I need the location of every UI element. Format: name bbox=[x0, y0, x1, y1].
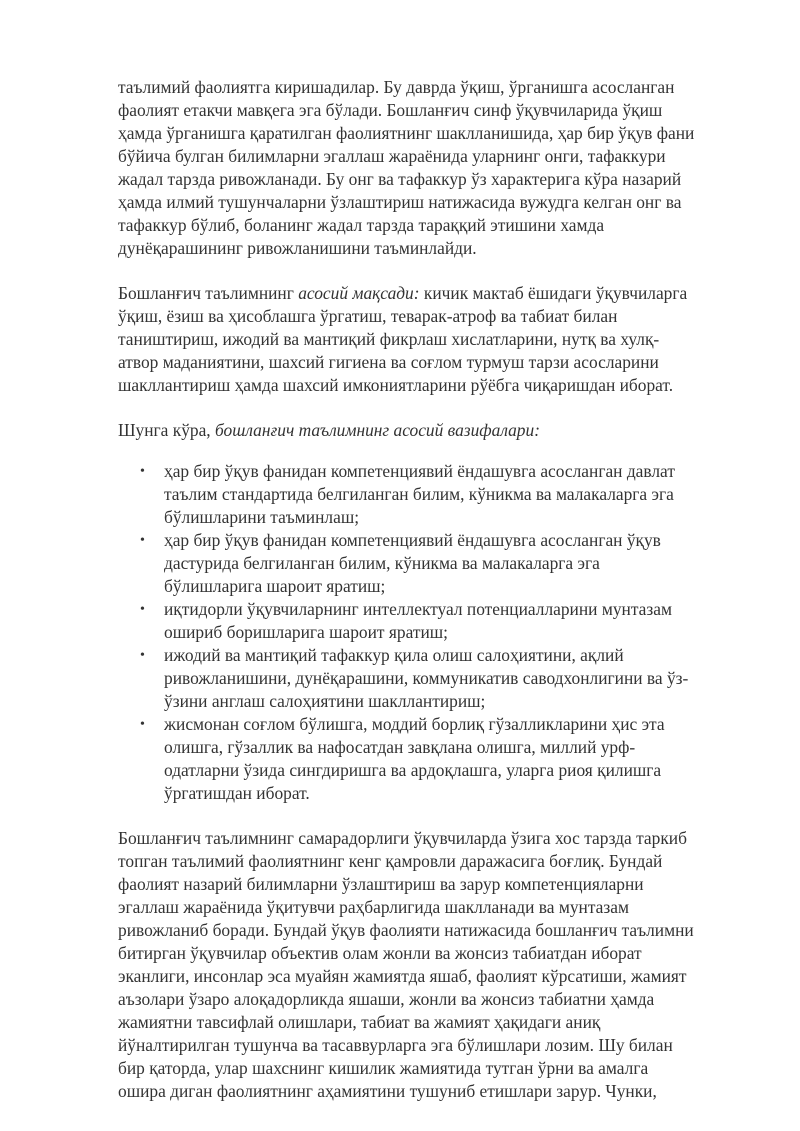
text-line: иқтидорли ўқувчиларнинг интеллектуал потенциалларини мунтазам bbox=[164, 599, 672, 619]
text-line: таништириш, ижодий ва мантиқий фикрлаш хислатларини, нутқ ва хулқ- bbox=[118, 329, 660, 349]
text-segment: Шунга кўра, bbox=[118, 420, 215, 440]
bullet-icon: • bbox=[140, 533, 145, 548]
text-line: бир қаторда, улар шахснинг кишилик жамиятида тутган ўрни ва амалга bbox=[118, 1058, 649, 1078]
text-line: ошириб боришларига шароит яратиш; bbox=[164, 622, 448, 642]
text-line: таълимий фаолиятга киришадилар. Бу даврда ўқиш, ўрганишга асосланган bbox=[118, 77, 675, 97]
text-line: ҳамда ўрганишга қаратилган фаолиятнинг шаклланишида, ҳар бир ўқув фани bbox=[118, 123, 695, 143]
text-line: жисмонан соғлом бўлишга, моддий борлиқ гўзалликларини ҳис эта bbox=[164, 714, 665, 734]
text-line: ижодий ва мантиқий тафаккур қила олиш салоҳиятини, ақлий bbox=[164, 645, 624, 665]
text-line: ривожланиб боради. Бундай ўқув фаолияти натижасида бошланғич таълимни bbox=[118, 920, 694, 940]
text-line: шакллантириш ҳамда шахсий имкониятларини рўёбга чиқаришдан иборат. bbox=[118, 375, 674, 395]
text-line: ҳар бир ўқув фанидан компетенциявий ёндашувга асосланган ўқув bbox=[164, 530, 661, 550]
text-line: дастурида белгиланган билим, кўникма ва малакаларга эга bbox=[164, 553, 600, 573]
text-line: ўқиш, ёзиш ва ҳисоблашга ўргатиш, теварак-атроф ва табиат билан bbox=[118, 306, 618, 326]
text-segment: Бошланғич таълимнинг bbox=[118, 283, 299, 303]
text-line: ҳамда илмий тушунчаларни ўзлаштириш натижасида вужудга келган онг ва bbox=[118, 192, 682, 212]
text-line: эгаллаш жараёнида ўқитувчи раҳбарлигида шаклланади ва мунтазам bbox=[118, 897, 629, 917]
bullet-icon: • bbox=[140, 648, 145, 663]
tasks-list bbox=[118, 460, 718, 805]
text-line: таълим стандартида белгиланган билим, кўникма ва малакаларга эга bbox=[164, 484, 674, 504]
text-line: бўлишларини таъминлаш; bbox=[164, 507, 360, 527]
text-segment: кичик мактаб ёшидаги ўқувчиларга bbox=[419, 283, 688, 303]
text-line: бўйича булган билимларни эгаллаш жараёнида уларнинг онги, тафаккури bbox=[118, 146, 666, 166]
text-line: ривожланишини, дунёқарашини, коммуникатив саводхонлигини ва ўз- bbox=[164, 668, 689, 688]
text-line: жамиятни тавсифлай олишлари, табиат ва жамият ҳақидаги аниқ bbox=[118, 1012, 601, 1032]
text-line: ҳар бир ўқув фанидан компетенциявий ёндашувга асосланган давлат bbox=[164, 461, 675, 481]
text-line: жадал тарзда ривожланади. Бу онг ва тафаккур ўз характерига кўра назарий bbox=[118, 169, 682, 189]
list-item bbox=[118, 644, 718, 713]
text-line: атвор маданиятини, шахсий гигиена ва соғлом турмуш тарзи асосларини bbox=[118, 352, 659, 372]
bullet-icon: • bbox=[140, 717, 145, 732]
text-line: йўналтирилган тушунча ва тасаввурларга эга бўлишлари лозим. Шу билан bbox=[118, 1035, 673, 1055]
text-line: битирган ўқувчилар объектив олам жонли ва жонсиз табиатдан иборат bbox=[118, 943, 642, 963]
italic-term: асосий мақсади: bbox=[298, 283, 420, 303]
document-page bbox=[118, 76, 718, 1125]
text-line: ўзини англаш салоҳиятини шакллантириш; bbox=[164, 691, 486, 711]
paragraph-main-goal bbox=[118, 282, 718, 397]
text-line: ўргатишдан иборат. bbox=[164, 783, 310, 803]
text-line: аъзолари ўзаро алоқадорликда яшаши, жонли ва жонсиз табиатни ҳамда bbox=[118, 989, 655, 1009]
text-line: олишга, гўзаллик ва нафосатдан завқлана олишга, миллий урф- bbox=[164, 737, 636, 757]
text-line: дунёқарашининг ривожланишини таъминлайди. bbox=[118, 238, 477, 258]
text-line: фаолият назарий билимларни ўзлаштириш ва зарур компетенцияларни bbox=[118, 874, 644, 894]
paragraph-activity bbox=[118, 76, 718, 260]
text-line: эканлиги, инсонлар эса муайян жамиятда яшаб, фаолият кўрсатиши, жамият bbox=[118, 966, 687, 986]
text-line bbox=[118, 419, 718, 442]
list-item bbox=[118, 713, 718, 805]
tasks-intro bbox=[118, 419, 718, 442]
text-line bbox=[118, 282, 718, 305]
italic-term: бошланғич таълимнинг асосий вазифалари: bbox=[215, 420, 540, 440]
text-line: тафаккур бўлиб, боланинг жадал тарзда тараққий этишини хамда bbox=[118, 215, 605, 235]
bullet-icon: • bbox=[140, 602, 145, 617]
text-line: одатларни ўзида сингдиришга ва ардоқлашга, уларга риоя қилишга bbox=[164, 760, 662, 780]
text-line: ошира диган фаолиятнинг аҳамиятини тушуниб етишлари зарур. Чунки, bbox=[118, 1081, 657, 1101]
list-item bbox=[118, 529, 718, 598]
list-item bbox=[118, 460, 718, 529]
text-line: бўлишларига шароит яратиш; bbox=[164, 576, 386, 596]
text-line: топган таълимий фаолиятнинг кенг қамровли даражасига боғлиқ. Бундай bbox=[118, 851, 663, 871]
text-line: фаолият етакчи мавқега эга бўлади. Бошланғич синф ўқувчиларида ўқиш bbox=[118, 100, 663, 120]
list-item bbox=[118, 598, 718, 644]
paragraph-effectiveness bbox=[118, 827, 718, 1103]
text-line: Бошланғич таълимнинг самарадорлиги ўқувчиларда ўзига хос тарзда таркиб bbox=[118, 828, 687, 848]
bullet-icon: • bbox=[140, 464, 145, 479]
